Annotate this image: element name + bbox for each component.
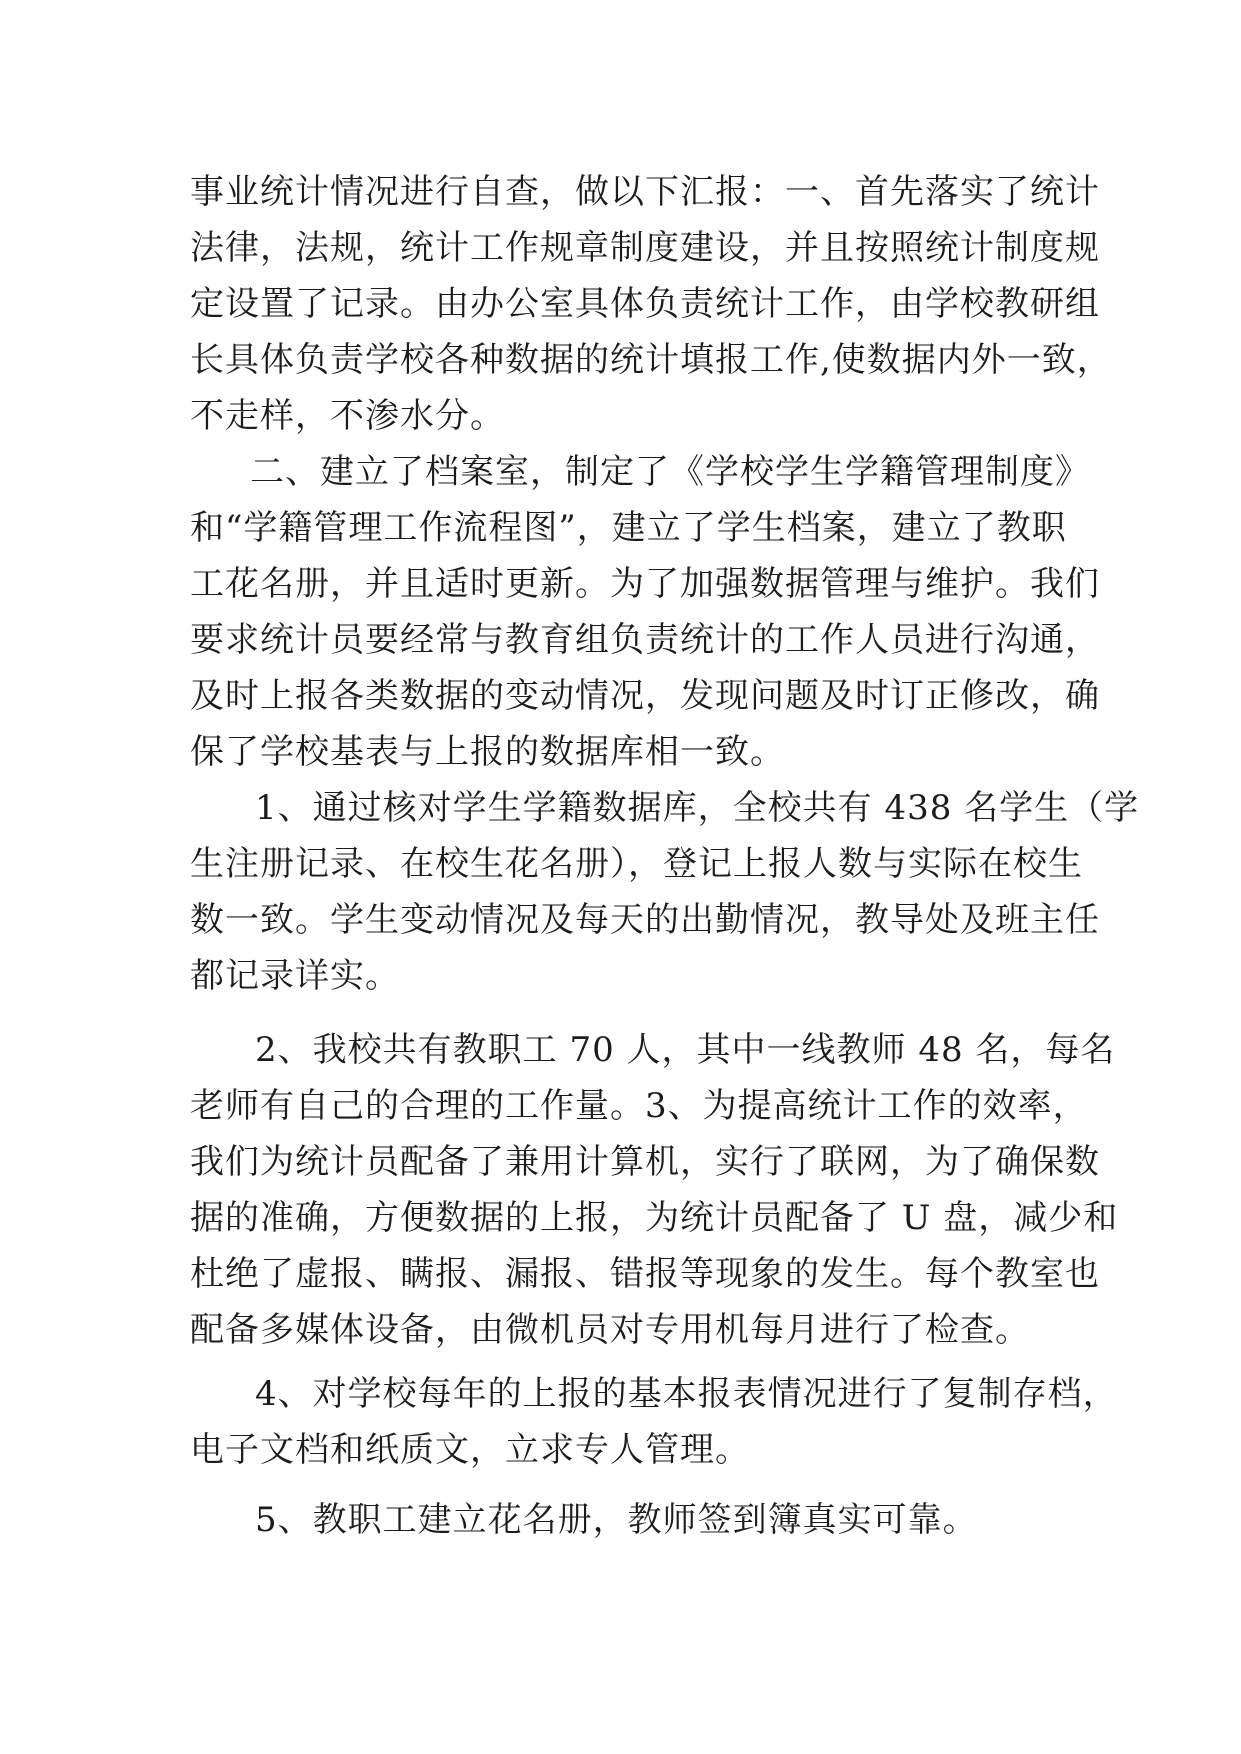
paragraph-1-line-2: 法律，法规，统计工作规章制度建设，并且按照统计制度规 [190,228,1100,268]
paragraph-1-line-5: 不走样，不渗水分。 [190,396,505,436]
paragraph-4-line-5: 杜绝了虚报、瞒报、漏报、错报等现象的发生。每个教室也 [190,1254,1100,1294]
paragraph-4-line-2: 老师有自己的合理的工作量。3、为提高统计工作的效率， [190,1086,1088,1126]
paragraph-3-line-4: 都记录详实。 [190,956,400,996]
paragraph-4-line-4: 据的准确，方便数据的上报，为统计员配备了 U 盘，减少和 [190,1198,1119,1238]
paragraph-1-line-4: 长具体负责学校各种数据的统计填报工作,使数据内外一致， [190,340,1112,380]
paragraph-1-line-1: 事业统计情况进行自查，做以下汇报：一、首先落实了统计 [190,172,1100,212]
paragraph-4-line-3: 我们为统计员配备了兼用计算机，实行了联网，为了确保数 [190,1142,1100,1182]
paragraph-5-line-1: 4、对学校每年的上报的基本报表情况进行了复制存档， [255,1374,1118,1414]
paragraph-4-line-6: 配备多媒体设备，由微机员对专用机每月进行了检查。 [190,1310,1030,1350]
paragraph-1-line-3: 定设置了记录。由办公室具体负责统计工作，由学校教研组 [190,284,1100,324]
paragraph-2-line-4: 要求统计员要经常与教育组负责统计的工作人员进行沟通， [190,620,1100,660]
paragraph-6-line-1: 5、教职工建立花名册，教师签到簿真实可靠。 [255,1500,978,1540]
paragraph-2-line-1: 二、建立了档案室，制定了《学校学生学籍管理制度》 [250,452,1090,492]
paragraph-5-line-2: 电子文档和纸质文，立求专人管理。 [190,1430,750,1470]
paragraph-2-line-3: 工花名册，并且适时更新。为了加强数据管理与维护。我们 [190,564,1100,604]
paragraph-2-line-5: 及时上报各类数据的变动情况，发现问题及时订正修改，确 [190,676,1100,716]
paragraph-4-line-1: 2、我校共有教职工 70 人，其中一线教师 48 名，每名 [255,1030,1116,1070]
paragraph-2-line-6: 保了学校基表与上报的数据库相一致。 [190,732,785,772]
paragraph-2-line-2: 和“学籍管理工作流程图”，建立了学生档案，建立了教职 [190,508,1067,548]
paragraph-3-line-3: 数一致。学生变动情况及每天的出勤情况，教导处及班主任 [190,900,1100,940]
paragraph-3-line-1: 1、通过核对学生学籍数据库，全校共有 438 名学生（学 [255,788,1140,828]
paragraph-3-line-2: 生注册记录、在校生花名册），登记上报人数与实际在校生 [190,844,1083,884]
